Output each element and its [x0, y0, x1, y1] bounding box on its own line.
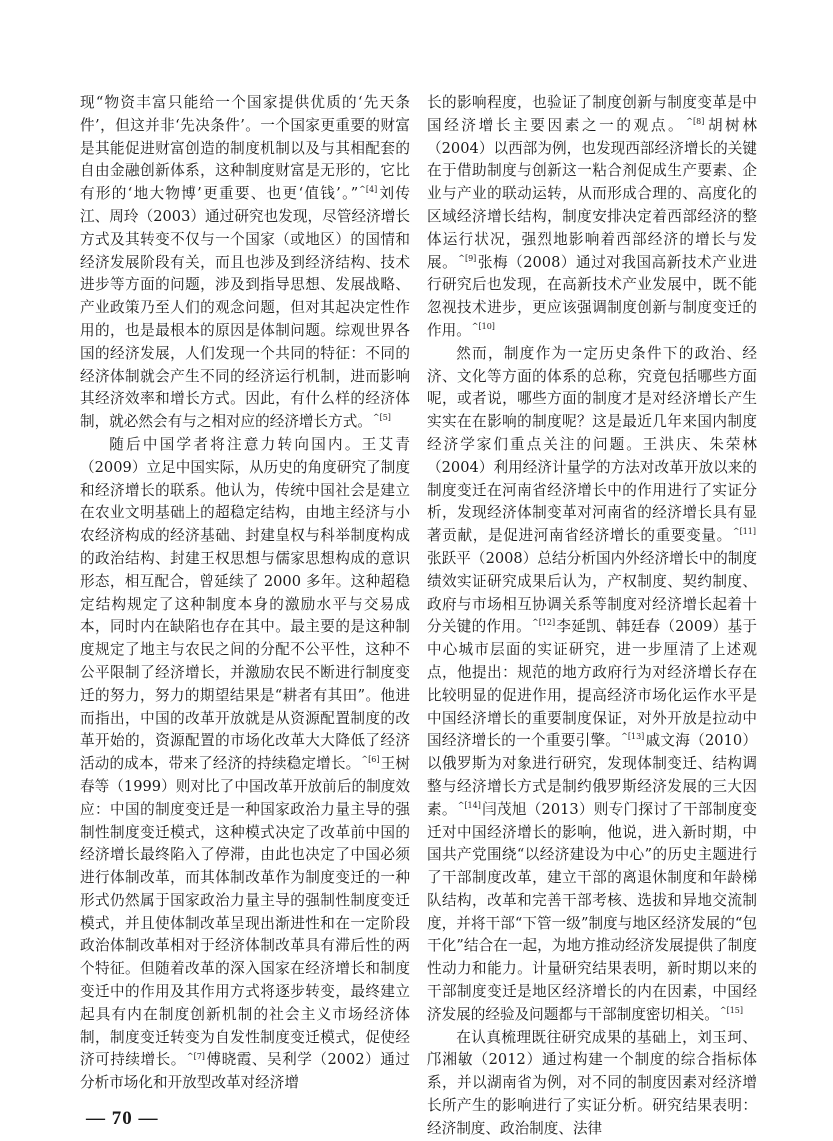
citation-marker: ^[9]: [458, 253, 477, 263]
paragraph-text: 王树春等（1999）则对比了中国改革开放前后的制度效应：中国的制度变迁是一种国家政治力量主导的强制性制度变迁模式，这种模式决定了改革前中国的经济增长最终陷入了停滞，由此也决定了中国必须进行体制改革，而其体制改革作为制度变迁的一种形式仍然属于国家政治力量主导的强制性制度变迁模式，并且使体制改革呈现出渐进性和在一定阶段政治体制改革相对于经济体制改革具有滞后性的两个特征。但随着改革的深入国家在经济增长和制度变迁中的作用及其作用方式将逐步转变，最终建立起具有内在制度创新机制的社会主义市场经济体制，制度变迁转变为自发性制度变迁模式，促使经济可持续增长。: [80, 755, 410, 1069]
right-column-body: [427, 92, 757, 1141]
paragraph: [427, 1027, 757, 1141]
page-number: — 70 —: [86, 1108, 159, 1130]
left-column-body: [80, 92, 410, 1095]
paragraph-text: 张梅（2008）通过对我国高新技术产业进行研究后也发现，在高新技术产业发展中，既不能忽视技术进步，更应该强调制度创新与制度变迁的作用。: [427, 253, 757, 339]
paragraph-text: 随后中国学者将注意力转向国内。王艾青（2009）立足中国实际，从历史的角度研究了制度和经济增长的联系。他认为，传统中国社会是建立在农业文明基础上的超稳定结构，由地主经济与小农经济构成的经济基础、封建皇权与科举制度构成的政治结构、封建王权思想与儒家思想构成的意识形态，相互配合，曾延续了 2000 多年。这种超稳定结构规定了这种制度本身的激励水平与交易成本，同时内在缺陷也存在其中。最主要的是这种制度规定了地主与农民之间的分配不公平性，这种不公平限制了经济增长，并激励农民不断进行制度变迁的努力，努力的期望结果是“耕者有其田”。他进而指出，中国的改革开放就是从资源配置制度的改革开始的，资源配置的市场化改革大大降低了经济活动的成本，带来了经济的持续稳定增长。: [80, 435, 410, 773]
citation-marker: ^[10]: [471, 322, 495, 332]
paragraph-text: 在认真梳理既往研究成果的基础上，刘玉珂、邝湘敏（2012）通过构建一个制度的综合指标体系，并以湖南省为例，对不同的制度因素对经济增长所产生的影响进行了实证分析。研究结果表明：经济制度、政治制度、法律: [427, 1028, 757, 1137]
paragraph-text: 闫茂旭（2013）则专门探讨了干部制度变迁对中国经济增长的影响，他说，进入新时期，中国共产党围绕“以经济建设为中心”的历史主题进行了干部制度改革，建立干部的离退休制度和年龄梯队结构，改革和完善干部考核、选拔和异地交流制度，并将干部“下管一级”制度与地区经济发展的“包干化”结合在一起，为地方推动经济发展提供了制度性动力和能力。计量研究结果表明，新时期以来的干部制度变迁是地区经济增长的内在因素，中国经济发展的经验及问题都与干部制度密切相关。: [427, 800, 757, 1023]
citation-marker: ^[13]: [621, 732, 645, 742]
paragraph: [80, 92, 410, 434]
citation-marker: ^[11]: [732, 527, 756, 537]
citation-marker: ^[6]: [361, 755, 380, 765]
citation-marker: ^[14]: [457, 800, 481, 810]
citation-marker: ^[7]: [186, 1051, 205, 1061]
paragraph-text: 李延凯、韩廷春（2009）基于中心城市层面的实证研究，进一步厘清了上述观点，他提出：规范的地方政府行为对经济增长存在比较明显的促进作用，提高经济市场化运作水平是中国经济增长的重要制度保证，对外开放是拉动中国经济增长的一个重要引擎。: [427, 618, 757, 750]
paragraph-text: 然而，制度作为一定历史条件下的政治、经济、文化等方面的体系的总称，究竟包括哪些方面呢，或者说，哪些方面的制度才是对经济增长产生实实在在影响的制度呢？这是最近几年来国内制度经济学家们重点关注的问题。王洪庆、朱荣林（2004）利用经济计量学的方法对改革开放以来的制度变迁在河南省经济增长中的作用进行了实证分析，发现经济体制变革对河南省的经济增长具有显著贡献，是促进河南省经济增长的重要变量。: [427, 344, 757, 545]
paragraph-text: 胡树林（2004）以西部为例，也发现西部经济增长的关键在于借助制度与创新这一粘合剂促成生产要素、企业与产业的联动运转，从而形成合理的、高度化的区域经济增长结构，制度安排决定着西部经济的整体运行状况，强烈地影响着西部经济的增长与发展。: [427, 116, 757, 271]
paragraph-text: 戚文海（2010）以俄罗斯为对象进行研究，发现体制变迁、结构调整与经济增长方式是制约俄罗斯经济发展的三大因素。: [427, 732, 757, 818]
citation-marker: ^[4]: [359, 185, 378, 195]
paragraph-text: 张跃平（2008）总结分析国内外经济增长中的制度绩效实证研究成果后认为，产权制度、契约制度、政府与市场相互协调关系等制度对经济增长起着十分关键的作用。: [427, 549, 757, 636]
left-text-column: [80, 92, 410, 1131]
paragraph: [427, 92, 757, 343]
paragraph-text: 傅晓霞、吴利学（2002）通过分析市场化和开放型改革对经济增: [80, 1051, 410, 1092]
right-text-column: [427, 92, 757, 1141]
citation-marker: ^[12]: [532, 618, 556, 628]
citation-marker: ^[15]: [719, 1006, 744, 1016]
paragraph: [427, 343, 757, 1027]
citation-marker: ^[5]: [372, 413, 391, 423]
paragraph: [80, 434, 410, 1095]
paragraph-text: 刘传江、周玲（2003）通过研究也发现，尽管经济增长方式及其转变不仅与一个国家（或地区）的国情和经济发展阶段有关，而且也涉及到经济结构、技术进步等方面的问题，涉及到指导思想、发展战略、产业政策乃至人们的观念问题，但对其起决定性作用的，也是最根本的原因是体制问题。综观世界各国的经济发展，人们发现一个共同的特征：不同的经济体制就会产生不同的经济运行机制，进而影响其经济效率和增长方式。因此，有什么样的经济体制，就必然会有与之相对应的经济增长方式。: [80, 185, 410, 431]
citation-marker: ^[8]: [686, 116, 705, 126]
paragraph-text: 长的影响程度，也验证了制度创新与制度变革是中国经济增长主要因素之一的观点。: [427, 94, 757, 134]
paragraph-text: 现“物资丰富只能给一个国家提供优质的‘先天条件’，但这并非‘先决条件’。一个国家更重要的财富是其能促进财富创造的制度机制以及与其相配套的自由金融创新体系，这种制度财富是无形的，它比有形的‘地大物博’更重要、也更‘值钱’。”: [80, 94, 410, 203]
